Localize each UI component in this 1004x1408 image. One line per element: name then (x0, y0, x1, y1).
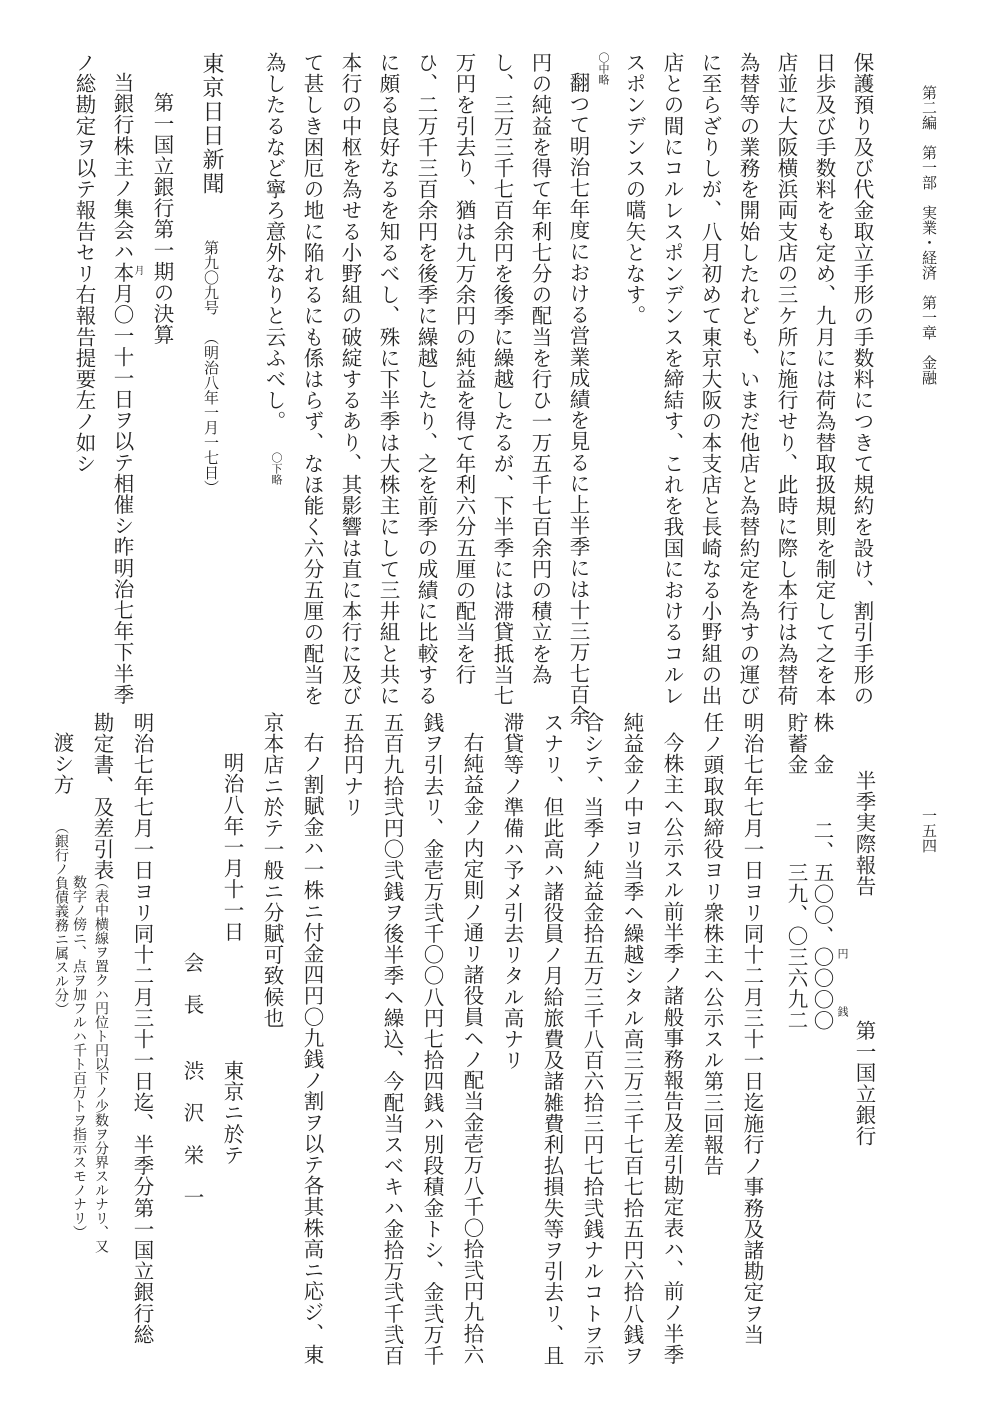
omission-end: 〇下略 (270, 452, 283, 485)
report-line-3: 今株主ヘ公示スル前半季ノ諸般事務報告及差引勘定表ハ、前ノ半季 (660, 732, 684, 1365)
para2-line-6: に頗る良好なるを知るべし、殊に下半季は大株主にして三井組と共に (376, 52, 400, 707)
para1-line-3: 店並に大阪横浜両支店の三ケ所に施行せり、此時に際し本行は為替荷 (774, 52, 798, 707)
article-line-2: ノ総勘定ヲ以テ報告セリ右報告提要左ノ如シ (72, 52, 96, 474)
report-line-2: 任ノ頭取取締役ヨリ衆株主ヘ公示スル第三回報告 (700, 712, 724, 1177)
report-line-4: 純益金ノ中ヨリ当季ヘ繰越シタル高三万三千七百七拾五円六拾八銭ヲ (620, 712, 644, 1367)
article-title: 第一国立銀行第一期の決算 (150, 92, 174, 346)
unit-sen: 銭 (836, 1006, 849, 1017)
closing-line-3-note: （銀行ノ負債義務ニ属スル分） (53, 820, 69, 1016)
para1-line-5: に至らざりしが、八月初めて東京大阪の本支店と長崎なる小野組の出 (698, 52, 722, 707)
para1-line-6: 店との間にコルレスポンデンスを締結す、これを我国におけるコルレ (660, 52, 684, 707)
reserve-label: 貯蓄金 (784, 712, 808, 776)
report-line-7: 滞貸等ノ準備ハ予メ引去リタル高ナリ (500, 712, 524, 1071)
closing-line-1: 明治七年七月一日ヨリ同十二月三十一日迄、半季分第一国立銀行総 (130, 712, 154, 1345)
report-line-10: 五百九拾弐円〇弐銭ヲ後半季ヘ繰込、今配当スベキハ金拾万弐千弐百 (380, 712, 404, 1367)
report-line-5: 合シテ、当季ノ純益金拾五万三千八百六拾三円七拾弐銭ナルコトヲ示 (580, 712, 604, 1367)
newspaper-name: 東京日日新聞 (199, 52, 224, 196)
report-line-6: スナリ、但此高ハ諸役員ノ月給旅費及諸雑費利払損失等ヲ引去リ、且 (540, 712, 564, 1367)
para2-line-5: ひ、二万千三百余円を後季に繰越したり、之を前季の成績に比較する (414, 52, 438, 707)
signer-title: 会 長 (180, 952, 204, 1016)
issue-number: 第九〇九号 (202, 240, 220, 315)
reserve-value: 三九、〇三六九二 (784, 862, 808, 1031)
para1-line-2: 日歩及び手数料をも定め、九月には荷為替取扱規則を制定して之を本 (812, 52, 836, 707)
report-line-1: 明治七年七月一日ヨリ同十二月三十一日迄施行ノ事務及諸勘定ヲ当 (740, 712, 764, 1345)
report-line-9: 銭ヲ引去リ、金壱万弐千〇〇八円七拾四銭ハ別段積金トシ、金弐万千 (420, 712, 444, 1367)
report-date: 明治八年一月十一日 (220, 752, 244, 942)
closing-line-2-note: （表中横線ヲ置クハ円位ト円以下ノ少数ヲ分界スルナリ、又 (93, 875, 109, 1253)
capital-label: 株 金 (810, 712, 834, 776)
report-title: 半季実際報告 (852, 770, 876, 897)
report-line-13: 京本店ニ於テ一般ニ分賦可致候也 (260, 712, 284, 1029)
month-small-note: 月 (132, 265, 143, 275)
closing-line-3-note-b: 数字ノ傍ニ、点ヲ加フルハ千ト百万トヲ指示スモノナリ） (71, 875, 87, 1239)
report-line-12: 右ノ割賦金ハ一株ニ付金四円〇九銭ノ割ヲ以テ各其株高ニ応ジ、東 (300, 732, 324, 1365)
report-line-8: 右純益金ノ内定則ノ通リ諸役員ヘノ配当金壱万八千〇拾弐円九拾六 (460, 732, 484, 1365)
para2-line-8: て甚しき困厄の地に陥れるにも係はらず、なほ能く六分五厘の配当を (300, 52, 324, 707)
para2-line-2: 円の純益を得て年利七分の配当を行ひ一万五千七百余円の積立を為 (528, 52, 552, 685)
issue-date: （明治八年一月一七日） (202, 330, 220, 495)
closing-line-2: 勘定書、及差引表 (90, 712, 114, 881)
para2-line-7: 本行の中枢を為せる小野組の破綻するあり、其影響は直に本行に及び (338, 52, 362, 707)
para2-line-1: 翻つて明治七年度における営業成績を見るに上半季には十三万七百余 (566, 72, 590, 727)
para1-line-4: 為替等の業務を開始したれども、いまだ他店と為替約定を為すの運び (736, 52, 760, 707)
para2-line-3: し、三万三千七百余円を後季に繰越したるが、下半季には滞貸抵当七 (490, 52, 514, 707)
report-place: 東京ニ於テ (220, 1060, 244, 1166)
report-line-11: 五拾円ナリ (340, 712, 364, 818)
capital-value: 二、五〇〇、〇〇〇〇 (810, 820, 834, 1031)
para1-line-1: 保護預り及び代金取立手形の手数料につきて規約を設け、割引手形の (850, 52, 874, 707)
bank-name: 第一国立銀行 (852, 1020, 876, 1147)
para2-line-4: 万円を引去り、猶は九万余円の純益を得て年利六分五厘の配当を行 (452, 52, 476, 685)
para1-line-7: スポンデンスの嚆矢となす。 (622, 52, 646, 327)
running-title: 第二編 第一部 実業・経済 第一章 金融 (920, 85, 938, 385)
closing-line-3: 渡シ方 (50, 732, 74, 796)
para2-line-9: 為したるなど寧ろ意外なりと云ふべし。 (262, 52, 286, 432)
page-number: 一五四 (920, 808, 938, 853)
signer-name: 渋 沢 栄 一 (180, 1060, 204, 1208)
unit-yen: 円 (836, 948, 849, 959)
omission-mid: 〇中略 (597, 52, 610, 85)
article-line-1: 当銀行株主ノ集会ハ本月〇一十一日ヲ以テ相催シ昨明治七年下半季 (110, 72, 134, 705)
